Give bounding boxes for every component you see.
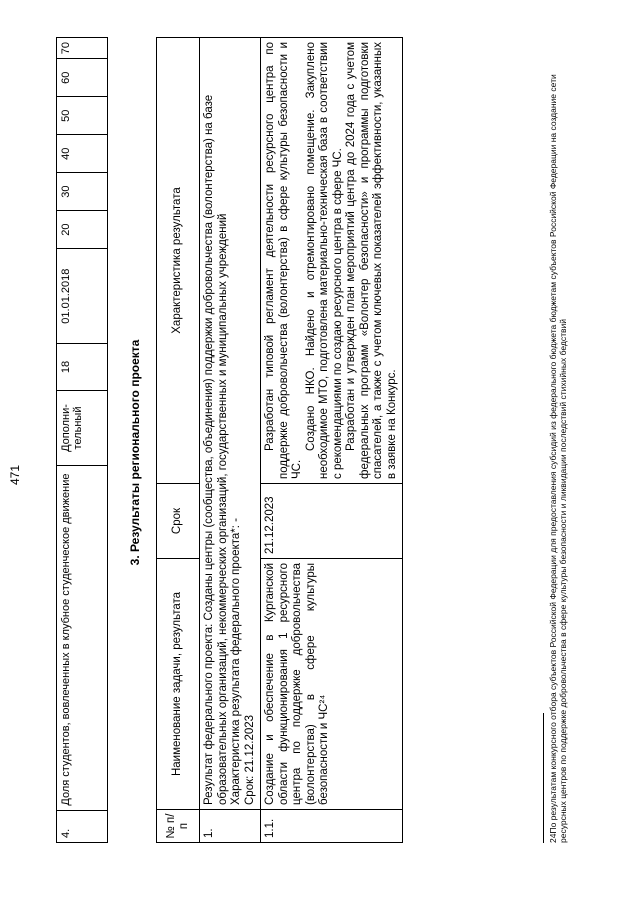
header-name: Наименование задачи, результата — [157, 559, 200, 810]
federal-characteristic: Характеристика результата федерального проекта*: - — [230, 518, 242, 805]
row-number: 4. — [57, 810, 108, 842]
value-2022: 60 — [57, 59, 108, 97]
federal-result-text: Результат федерального проекта: Созданы центры (сообщества, объединения) поддержки добровольчества (волонтерства) на базе образовательных организаций, некоммерческих организаций, государственных и муниципальных учреждений — [203, 94, 229, 805]
characteristic-paragraph: Разработан типовой регламент деятельности ресурсного центра по поддержке добровольчества (волонтерства) в сфере культуры безопасности и ЧС. — [264, 42, 303, 479]
base-value: 18 — [57, 344, 108, 390]
value-2018: 20 — [57, 211, 108, 249]
header-deadline: Срок — [157, 484, 200, 559]
row-1-1-name: Создание и обеспечение в Курганской области функционирования 1 ресурсного центра по поддержке добровольчества (волонтерства) в сфере культуры безопасности и ЧС²⁴ — [261, 559, 403, 810]
characteristic-paragraph: Создано НКО. Найдено и отремонтировано помещение. Закуплено необходимое МТО, подготовлена материально-техническая база в соответствии с рекомендациями по создаю ресурсного центра в сфере ЧС. — [304, 42, 344, 479]
section-title: 3. Результаты регионального проекта — [128, 339, 142, 566]
table-row — [261, 38, 403, 843]
row-1-1-num: 1.1. — [261, 810, 403, 843]
table-row — [200, 38, 261, 843]
row-1-1-deadline: 21.12.2023 — [261, 484, 403, 559]
value-2023: 70 — [57, 38, 108, 59]
row-1-1-characteristic — [261, 38, 403, 484]
indicator-type: Дополни-тельный — [57, 390, 108, 466]
results-table — [156, 37, 403, 843]
value-2020: 40 — [57, 135, 108, 173]
characteristic-paragraph: Разработан и утвержден план мероприятий центра до 2024 года с учетом федеральных программ «Волонтер безопасности» и программы подготовки спасателей, а также с учетом ключевых показателей эффективности, указанных в заявке на Конкурс. — [345, 42, 398, 479]
page-number: 471 — [8, 464, 22, 485]
base-date: 01.01.2018 — [57, 249, 108, 344]
header-characteristic: Характеристика результата — [157, 38, 200, 484]
footnote: 24По результатам конкурсного отбора субъектов Российской Федерации для предоставления субсидий из федерального бюджета бюджетам субъектов Российской Федерации на создание сети ресурсных центров по поддержке добровольчества в сфере культуры безопасности и ликвидации последствий стихийных бедствий — [548, 74, 568, 843]
value-2019: 30 — [57, 173, 108, 211]
value-2021: 50 — [57, 97, 108, 135]
table-row — [57, 38, 108, 843]
federal-row-num: 1. — [200, 810, 261, 843]
header-num: № п/п — [157, 810, 200, 843]
federal-deadline: Срок: 21.12.2023 — [243, 714, 256, 805]
table-header-row — [157, 38, 200, 843]
federal-row-text — [200, 38, 261, 810]
indicator-name: Доля студентов, вовлеченных в клубное студенческое движение — [57, 466, 108, 810]
indicator-table — [56, 37, 108, 843]
footnote-divider — [543, 713, 544, 843]
